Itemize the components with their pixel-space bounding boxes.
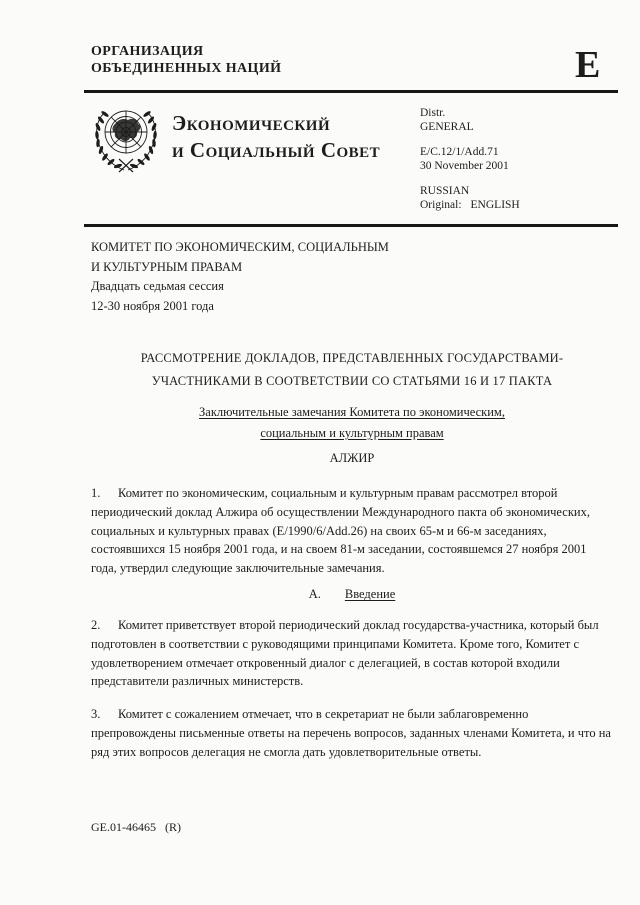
- document-title: [90, 347, 614, 393]
- distribution-block: [420, 107, 520, 224]
- paragraph-2-number: 2.: [91, 618, 101, 632]
- section-a-heading: [90, 587, 614, 602]
- document-subtitle: [90, 402, 614, 444]
- council-name-line1: Экономический: [172, 111, 331, 135]
- paragraph-2: [91, 616, 614, 691]
- paragraph-1-text: Комитет по экономическим, социальным и культурным правам рассмотрел второй периодический доклад Алжира об осуществлении Международного пакта об экономических, социальных и культурных правах (E/1990/6/Add.26) на своих 65-м и 66-м заседаниях, состоявшихся 15 ноября 2001 года, и на своем 81-м заседании, состоявшемся 27 ноября 2001 года, утвердил следующие заключительные замечания.: [91, 486, 590, 576]
- paragraph-1-number: 1.: [91, 486, 101, 500]
- doc-symbol: E/C.12/1/Add.71: [420, 146, 499, 158]
- session-dates: 12-30 ноября 2001 года: [91, 298, 214, 313]
- language-group: [420, 185, 520, 212]
- original-language-line: [420, 199, 520, 213]
- distr-label: Distr.: [420, 107, 446, 119]
- council-name: [172, 110, 380, 164]
- committee-name-line2: И КУЛЬТУРНЫМ ПРАВАМ: [91, 259, 243, 274]
- subtitle-line2: социальным и культурным правам: [260, 426, 444, 440]
- section-a-title: Введение: [344, 587, 396, 601]
- committee-session-block: [91, 238, 389, 316]
- un-emblem-icon: [93, 102, 159, 174]
- org-name-line2: ОБЪЕДИНЕННЫХ НАЦИЙ: [91, 60, 282, 76]
- paragraph-3: [91, 705, 614, 761]
- symbol-group: [420, 146, 520, 173]
- distr-value: GENERAL: [420, 120, 474, 133]
- session-number: Двадцать седьмая сессия: [91, 279, 224, 293]
- doc-language: RUSSIAN: [420, 185, 470, 197]
- paragraph-2-text: Комитет приветствует второй периодический доклад государства-участника, который был подготовлен в соответствии с руководящими принципами Комитета. Кроме того, Комитет с удовлетворением отмечает откровенный диалог с делегацией, в состав которой входили представители различных министерств.: [91, 618, 599, 689]
- council-name-line2: и Социальный Совет: [172, 138, 381, 162]
- country-name: АЛЖИР: [329, 451, 375, 465]
- doc-date: 30 November 2001: [420, 159, 509, 172]
- paragraph-3-text: Комитет с сожалением отмечает, что в секретариат не были заблаговременно препровождены письменные ответы на перечень вопросов, заданных членами Комитета, и что на ряд этих вопросов делегация не смогла дать удовлетворительные ответы.: [91, 707, 611, 759]
- title-line1: РАССМОТРЕНИЕ ДОКЛАДОВ, ПРЕДСТАВЛЕННЫХ ГОСУДАРСТВАМИ-: [140, 351, 564, 365]
- un-organization-name: [91, 44, 281, 77]
- document-reference: GE.01-46465 (R): [91, 820, 181, 834]
- document-series-letter: E: [575, 44, 601, 86]
- horizontal-rule-top: [84, 90, 618, 93]
- horizontal-rule-middle: [84, 224, 618, 227]
- section-a-label: A.: [308, 587, 321, 601]
- title-line2: УЧАСТНИКАМИ В СООТВЕТСТВИИ СО СТАТЬЯМИ 16 И 17 ПАКТА: [151, 374, 553, 388]
- original-value: ENGLISH: [470, 198, 520, 211]
- subtitle-line1: Заключительные замечания Комитета по экономическим,: [199, 405, 505, 419]
- original-label: Original:: [420, 198, 462, 211]
- distr-group: [420, 107, 520, 134]
- paragraph-3-number: 3.: [91, 707, 101, 721]
- paragraph-1: [91, 484, 614, 578]
- committee-name-line1: КОМИТЕТ ПО ЭКОНОМИЧЕСКИМ, СОЦИАЛЬНЫМ: [91, 240, 389, 254]
- org-name-line1: ОРГАНИЗАЦИЯ: [91, 44, 204, 59]
